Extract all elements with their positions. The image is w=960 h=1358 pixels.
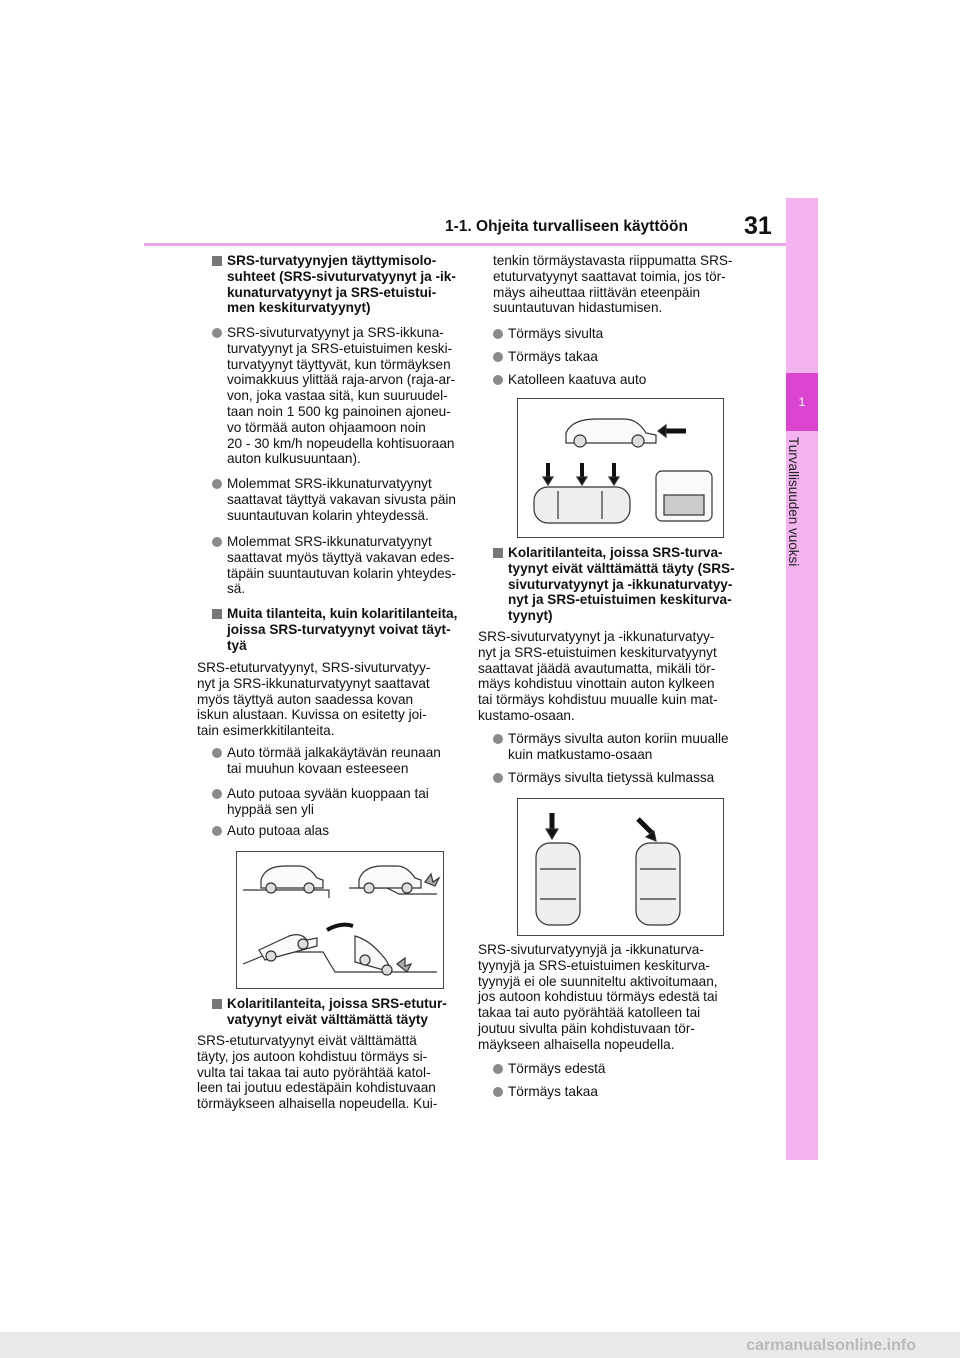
bullet-item: SRS-sivuturvatyynyt ja SRS-ikkuna- turvatyynyt ja SRS-etuistuimen keski- turvatyynyt täyttyvät, kun törmäyksen voimakkuus ylittää raja-arvon (raja-ar- von, joka vastaa sitä, kun suuruudel- taan noin 1 500 kg painoinen ajoneu- vo törmää auton ohjaamoon noin 20 - 30 km/h nopeudella kohtisuoraan auton kulkusuuntaan).	[212, 325, 455, 467]
paragraph: SRS-etuturvatyynyt, SRS-sivuturvatyy- nyt ja SRS-ikkunaturvatyynyt saattavat myös täyttyä auton saadessa kovan iskun alustaan. Kuvissa on esitetty joi- tain esimerkkitilanteita.	[197, 660, 431, 739]
bullet-item: Törmäys sivulta auton koriin muualle kuin matkustamo-osaan	[493, 731, 729, 763]
chapter-number: 1	[798, 395, 806, 409]
bullet-item: Auto putoaa syvään kuoppaan tai hyppää sen yli	[212, 786, 429, 818]
section-title: 1-1. Ohjeita turvalliseen käyttöön	[445, 218, 688, 235]
chapter-title: Turvallisuuden vuoksi	[786, 437, 801, 567]
heading-other-situations: Muita tilanteita, kuin kolaritilanteita, joissa SRS-turvatyynyt voivat täyt- tyä	[212, 606, 457, 653]
illustration-ground-impact	[236, 851, 444, 989]
bullet-item: Törmäys sivulta	[493, 326, 603, 342]
illustration-side-rear-rollover	[517, 398, 724, 538]
illustration-side-angle	[517, 798, 724, 936]
chapter-tab-band	[786, 198, 818, 1160]
bullet-item: Törmäys edestä	[493, 1061, 605, 1077]
heading-front-not-deploy: Kolaritilanteita, joissa SRS-etutur- vatyynyt eivät välttämättä täyty	[212, 996, 447, 1028]
header-rule	[144, 243, 786, 246]
chapter-number-tab[interactable]	[786, 373, 818, 431]
ground-impact-drawing	[237, 852, 443, 988]
heading-deploy-conditions: SRS-turvatyynyjen täyttymisolo- suhteet (SRS-sivuturvatyynyt ja -ik- kunaturvatyynyt ja SRS-etuistui- men keskiturvatyynyt)	[212, 253, 456, 316]
bullet-item: Auto törmää jalkakäytävän reunaan tai muuhun kovaan esteeseen	[212, 745, 441, 777]
heading-side-not-deploy: Kolaritilanteita, joissa SRS-turva- tyynyt eivät välttämättä täyty (SRS- sivuturvatyynyt ja -ikkunaturvatyy- nyt ja SRS-etuistuimen keskiturva- tyynyt)	[493, 545, 735, 624]
bullet-item: Törmäys takaa	[493, 1084, 598, 1100]
page-number: 31	[744, 212, 772, 240]
bullet-item: Molemmat SRS-ikkunaturvatyynyt saattavat täyttyä vakavan sivusta päin suuntautuvan kolarin yhteydessä.	[212, 476, 456, 523]
side-angle-drawing	[518, 799, 723, 935]
bullet-item: Törmäys sivulta tietyssä kulmassa	[493, 770, 714, 786]
bullet-item: Katolleen kaatuva auto	[493, 372, 646, 388]
paragraph: SRS-sivuturvatyynyt ja -ikkunaturvatyy- nyt ja SRS-etuistuimen keskiturvatyynyt saattavat jäädä avautumatta, mikäli tör- mäys kohdistuu vinottain auton kylkeen tai törmäys kohdistuu muualle kuin mat- kustamo-osaan.	[478, 629, 718, 723]
paragraph: tenkin törmäystavasta riippumatta SRS- etuturvatyynyt saattavat toimia, jos tör- mäys aiheuttaa riittävän eteenpäin suuntautuvan hidastumisen.	[493, 253, 733, 316]
bullet-item: Auto putoaa alas	[212, 823, 329, 839]
paragraph: SRS-sivuturvatyynyjä ja -ikkunaturva- tyynyjä ja SRS-etuistuimen keskiturva- tyynyjä ei ole suunniteltu aktivoitumaan, jos autoon kohdistuu törmäys edestä tai takaa tai auto pyörähtää katolleen tai joutuu sivulta päin kohdistuvaan tör- mäykseen alhaisella nopeudella.	[478, 942, 718, 1052]
footer-watermark: carmanualsonline.info	[746, 1337, 916, 1354]
paragraph: SRS-etuturvatyynyt eivät välttämättä täyty, jos autoon kohdistuu törmäys si- vulta tai takaa tai auto pyörähtää katol- leen tai joutuu edestäpäin kohdistuvaan törmäykseen alhaisella nopeudella. Kui-	[197, 1033, 438, 1112]
side-rear-rollover-drawing	[518, 399, 723, 537]
bullet-item: Molemmat SRS-ikkunaturvatyynyt saattavat myös täyttyä vakavan edes- täpäin suuntautuvan kolarin yhteydes- sä.	[212, 534, 456, 597]
bullet-item: Törmäys takaa	[493, 349, 598, 365]
